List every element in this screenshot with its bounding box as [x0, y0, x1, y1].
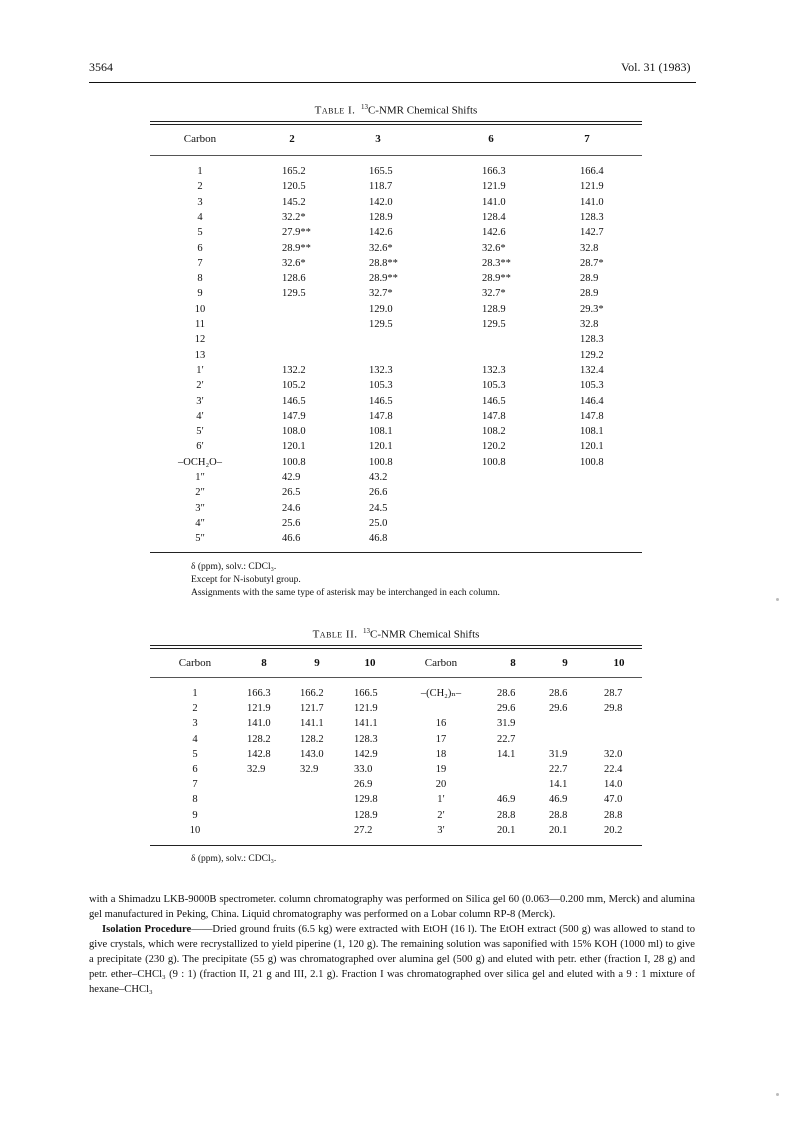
- table1-cell: 32.7*: [369, 288, 393, 300]
- table1-cell: 25.6: [282, 517, 301, 529]
- table1-row-label: 4′: [196, 410, 204, 422]
- table1-row-label: 2: [197, 181, 203, 193]
- table2-row-label: 1: [192, 688, 198, 699]
- table1-row-label: 12: [194, 334, 206, 346]
- table1-cell: 146.5: [482, 395, 506, 407]
- table1-row-label: 1: [197, 166, 203, 177]
- table1-cell: 24.5: [369, 502, 388, 514]
- table1-cell: 128.9: [369, 211, 393, 223]
- table1-cell: 147.9: [282, 410, 306, 422]
- table1-cell: 28.7*: [580, 257, 604, 269]
- table1-note-3: Assignments with the same type of asterisk may be interchanged in each column.: [191, 588, 500, 598]
- table1-cell: 142.6: [369, 227, 393, 239]
- table1-cell: 166.3: [482, 166, 506, 177]
- table2-cell: 166.2: [300, 688, 324, 699]
- scan-speck: [776, 1093, 779, 1096]
- table1-cell: 46.8: [369, 533, 388, 545]
- table1-cell: 28.9**: [482, 273, 511, 285]
- table2-cell: 142.9: [354, 748, 378, 760]
- table2-row-label: –(CH₂)ₙ–: [420, 688, 462, 699]
- table1-row-label: 1″: [195, 472, 205, 483]
- table2-row-label: 16: [435, 718, 447, 730]
- table1-cell: 141.0: [580, 196, 604, 208]
- table1-cell: 105.3: [369, 380, 393, 392]
- table2-top-rule-2: [150, 648, 642, 649]
- table2-cell: 128.9: [354, 809, 378, 821]
- table1-caption-sup: 13: [360, 103, 368, 111]
- table1-cell: 100.8: [580, 456, 604, 468]
- table1-cell: 27.9**: [282, 227, 311, 239]
- table2-header-3: 10: [364, 657, 376, 669]
- table1-header-2: 3: [375, 133, 381, 145]
- table2-cell: 32.9: [247, 764, 266, 775]
- table2-cell: 29.6: [549, 703, 568, 715]
- table2-cell: 121.9: [247, 703, 271, 715]
- table2-cell: 129.8: [354, 794, 378, 806]
- table2-caption-sup: 13: [363, 627, 371, 635]
- table1-cell: 147.8: [580, 410, 604, 422]
- table1-cell: 29.3*: [580, 303, 604, 315]
- table2-row-label: 9: [192, 809, 198, 821]
- table2-cell: 141.1: [354, 718, 378, 730]
- table1-cell: 147.8: [369, 410, 393, 422]
- table1-cell: 100.8: [282, 456, 306, 468]
- table1-cell: 142.6: [482, 227, 506, 239]
- table1-cell: 28.9**: [369, 273, 398, 285]
- table2-cell: 47.0: [604, 794, 623, 806]
- table1-cell: 42.9: [282, 472, 301, 483]
- table1-row-label: 6′: [196, 441, 204, 453]
- table1-cell: 105.3: [580, 380, 604, 392]
- table2-cell: 121.7: [300, 703, 324, 715]
- table1-row-label: 9: [197, 288, 203, 300]
- table1-cell: 147.8: [482, 410, 506, 422]
- table2-cell: 46.9: [549, 794, 568, 806]
- table1-cell: 132.3: [369, 364, 393, 376]
- body-paragraph-1: with a Shimadzu LKB-9000B spectrometer. column chromatography was performed on Silica gel 60 (0.063—0.200 mm, Merck) and alumina gel manufactured in Peking, China. Liquid chromatography was performed on a Lobar column RP-8 (Merck).: [89, 894, 695, 920]
- table1-row-label: 5: [197, 227, 203, 239]
- table2-caption-label: Table II.: [312, 628, 358, 641]
- table1-cell: 32.8: [580, 319, 599, 330]
- table1-cell: 120.1: [282, 441, 306, 453]
- table2-caption-text: C-NMR Chemical Shifts: [370, 628, 480, 641]
- table1-cell: 121.9: [482, 181, 506, 193]
- table1-cell: 25.0: [369, 517, 388, 529]
- table1-cell: 146.4: [580, 395, 604, 407]
- table1-cell: 142.0: [369, 196, 393, 208]
- table1-bottom-rule: [150, 552, 642, 553]
- table2-cell: 28.8: [549, 809, 568, 821]
- table2-row-label: 10: [189, 824, 201, 836]
- table1-cell: 128.3: [580, 211, 604, 223]
- table1-cell: 28.8**: [369, 257, 398, 269]
- table2-cell: 128.3: [354, 733, 378, 745]
- table1-cell: 32.2*: [282, 211, 306, 223]
- table2-cell: 26.9: [354, 779, 373, 791]
- table2-cell: 14.0: [604, 779, 623, 791]
- table2-cell: 28.6: [549, 688, 568, 699]
- table2-cell: 22.7: [549, 764, 568, 775]
- table1-cell: 32.7*: [482, 288, 506, 300]
- table2-cell: 20.1: [549, 824, 568, 836]
- table1-cell: 120.1: [580, 441, 604, 453]
- table1-cell: 129.5: [482, 319, 506, 330]
- table2-cell: 143.0: [300, 748, 324, 760]
- table1-row-label: 1′: [196, 364, 204, 376]
- table2-header-7: 10: [613, 657, 625, 669]
- table2-row-label: 3: [192, 718, 198, 730]
- table1-cell: 28.9: [580, 273, 599, 285]
- table1-row-label: 11: [194, 319, 206, 330]
- table2-caption: [150, 627, 642, 641]
- table1-cell: 121.9: [580, 181, 604, 193]
- table1-cell: 166.4: [580, 166, 604, 177]
- table2-cell: 28.7: [604, 688, 623, 699]
- table1-note-1: δ (ppm), solv.: CDCl₃.: [191, 562, 277, 572]
- table1-cell: 142.7: [580, 227, 604, 239]
- table2-row-label: 17: [435, 733, 447, 745]
- table2-row-label: 18: [435, 748, 447, 760]
- table1-cell: 165.5: [369, 166, 393, 177]
- table1-cell: 43.2: [369, 472, 388, 483]
- table1-cell: 128.3: [580, 334, 604, 346]
- table1-row-label: 2″: [195, 487, 205, 499]
- table2-cell: 33.0: [354, 764, 373, 775]
- table1-row-label: 13: [194, 349, 206, 361]
- header-rule: [89, 82, 696, 83]
- table2-row-label: 4: [192, 733, 198, 745]
- table2-row-label: 6: [192, 764, 198, 775]
- table1-cell: 32.6*: [482, 242, 506, 254]
- table2-top-rule: [150, 645, 642, 646]
- table1-caption: [150, 103, 642, 117]
- table2-row-label: 8: [192, 794, 198, 806]
- table2-header-0: Carbon: [178, 657, 212, 669]
- table2-row-label: 19: [435, 764, 447, 775]
- table2-cell: 28.6: [497, 688, 516, 699]
- table1-cell: 32.6*: [369, 242, 393, 254]
- table1-cell: 105.3: [482, 380, 506, 392]
- table1-cell: 165.2: [282, 166, 306, 177]
- table2-row-label: 3′: [437, 824, 445, 836]
- table1-cell: 120.1: [369, 441, 393, 453]
- table2-cell: 128.2: [300, 733, 324, 745]
- table2-row-label: 5: [192, 748, 198, 760]
- table1-header-0: Carbon: [183, 133, 217, 145]
- table2-cell: 31.9: [549, 748, 568, 760]
- table2-cell: 166.5: [354, 688, 378, 699]
- table1-cell: 32.6*: [282, 257, 306, 269]
- volume-label: Vol. 31 (1983): [621, 60, 691, 74]
- table1-cell: 26.6: [369, 487, 388, 499]
- table1-cell: 108.0: [282, 426, 306, 438]
- table1-cell: 26.5: [282, 487, 301, 499]
- table1-caption-text: C-NMR Chemical Shifts: [367, 104, 478, 117]
- table1-row-label: –OCH₂O–: [178, 456, 222, 468]
- table1-row-label: 7: [197, 257, 203, 269]
- table2-cell: 22.4: [604, 764, 623, 775]
- table2-row-label: 20: [435, 779, 447, 791]
- table2-cell: 14.1: [497, 748, 516, 760]
- table1-header-4: 7: [584, 133, 590, 145]
- table2-header-4: Carbon: [424, 657, 458, 669]
- table2-header-6: 9: [562, 657, 568, 669]
- body-text: [89, 892, 695, 997]
- table2-cell: 142.8: [247, 748, 271, 760]
- table1-cell: 145.2: [282, 196, 306, 208]
- table1-cell: 128.6: [282, 273, 306, 285]
- table1-cell: 108.2: [482, 426, 506, 438]
- table2-cell: 22.7: [497, 733, 516, 745]
- table1-cell: 132.3: [482, 364, 506, 376]
- table1-cell: 120.5: [282, 181, 306, 193]
- table2-cell: 28.8: [497, 809, 516, 821]
- table2-bottom-rule: [150, 845, 642, 846]
- body-paragraph-2-text: ——Dried ground fruits (6.5 kg) were extracted with EtOH (16 l). The EtOH extract (500 g) was allowed to stand to give crystals, which were recrystallized to yield piperine (1, 120 g). The remaining solution was saponified with 15% KOH (1000 ml) to give a precipitate (230 g). The precipitate (55 g) was chromatographed over alumina gel (500 g) and eluted with petr. ether (fraction I, 28 g) and petr. ether–CHCl₃ (9 : 1) (fraction II, 21 g and III, 2.1 g). Fraction I was chromatographed over silica gel and eluted with a 9 : 1 mixture of hexane–CHCl₃: [89, 924, 695, 995]
- table2-cell: 27.2: [354, 824, 373, 836]
- table2-cell: 29.6: [497, 703, 516, 715]
- table1-cell: 105.2: [282, 380, 306, 392]
- table1-cell: 46.6: [282, 533, 301, 545]
- page-number: 3564: [89, 60, 113, 74]
- table1-cell: 24.6: [282, 502, 301, 514]
- table2-cell: 32.9: [300, 764, 319, 775]
- table1-row-label: 5″: [195, 533, 205, 545]
- table1-cell: 132.2: [282, 364, 306, 376]
- table2-cell: 141.1: [300, 718, 324, 730]
- table2-cell: 166.3: [247, 688, 271, 699]
- table1-row-label: 3: [197, 196, 203, 208]
- table2-row-label: 2: [192, 703, 198, 715]
- table1-top-rule-2: [150, 124, 642, 125]
- table1-header-1: 2: [289, 133, 295, 145]
- table2-header-2: 9: [314, 657, 320, 669]
- isolation-procedure-heading: Isolation Procedure: [102, 924, 192, 935]
- table2-cell: 128.2: [247, 733, 271, 745]
- table1-row-label: 8: [197, 273, 203, 285]
- table2-cell: 121.9: [354, 703, 378, 715]
- table1-row-label: 10: [194, 303, 206, 315]
- table1-row-label: 3″: [195, 502, 205, 514]
- table2-cell: 29.8: [604, 703, 623, 715]
- table2-cell: 14.1: [549, 779, 568, 791]
- table1-cell: 132.4: [580, 364, 604, 376]
- table1-row-label: 3′: [196, 395, 204, 407]
- table1-cell: 108.1: [580, 426, 604, 438]
- table1-cell: 129.5: [282, 288, 306, 300]
- table1-cell: 129.5: [369, 319, 393, 330]
- table2-cell: 46.9: [497, 794, 516, 806]
- table1-cell: 146.5: [369, 395, 393, 407]
- table2-row-label: 7: [192, 779, 198, 791]
- table1-cell: 128.9: [482, 303, 506, 315]
- table1-cell: 129.2: [580, 349, 604, 361]
- table1-caption-label: Table I.: [314, 104, 356, 117]
- table1-top-rule: [150, 121, 642, 122]
- table2-header-1: 8: [261, 657, 267, 669]
- table2-row-label: 1′: [437, 794, 445, 806]
- table1-row-label: 4″: [195, 517, 205, 529]
- scan-speck: [776, 598, 779, 601]
- body-paragraph-2: [89, 922, 695, 997]
- table1-cell: 141.0: [482, 196, 506, 208]
- table2-cell: 31.9: [497, 718, 516, 730]
- table2-cell: 141.0: [247, 718, 271, 730]
- table1-cell: 118.7: [369, 181, 393, 193]
- table1-cell: 28.3**: [482, 257, 511, 269]
- table1-note-2: Except for N-isobutyl group.: [191, 575, 301, 585]
- table1-cell: 100.8: [482, 456, 506, 468]
- table1-cell: 146.5: [282, 395, 306, 407]
- table2-cell: 20.2: [604, 824, 623, 836]
- table1-cell: 28.9**: [282, 242, 311, 254]
- table1-header-3: 6: [488, 133, 494, 145]
- table1-row-label: 2′: [196, 380, 204, 392]
- table2-note-1: δ (ppm), solv.: CDCl₃.: [191, 854, 277, 864]
- table1-cell: 28.9: [580, 288, 599, 300]
- table1-row-label: 5′: [196, 426, 204, 438]
- table1-cell: 32.8: [580, 242, 599, 254]
- table1-row-label: 6: [197, 242, 203, 254]
- table1-cell: 120.2: [482, 441, 506, 453]
- table2-row-label: 2′: [437, 809, 445, 821]
- table1-row-label: 4: [197, 211, 203, 223]
- table2-header-rule: [150, 677, 642, 678]
- table2-cell: 20.1: [497, 824, 516, 836]
- table1-cell: 129.0: [369, 303, 393, 315]
- table1-cell: 128.4: [482, 211, 506, 223]
- table1-cell: 108.1: [369, 426, 393, 438]
- table1-cell: 100.8: [369, 456, 393, 468]
- table2-cell: 32.0: [604, 748, 623, 760]
- table1-header-rule: [150, 155, 642, 156]
- table2-cell: 28.8: [604, 809, 623, 821]
- table2-header-5: 8: [510, 657, 516, 669]
